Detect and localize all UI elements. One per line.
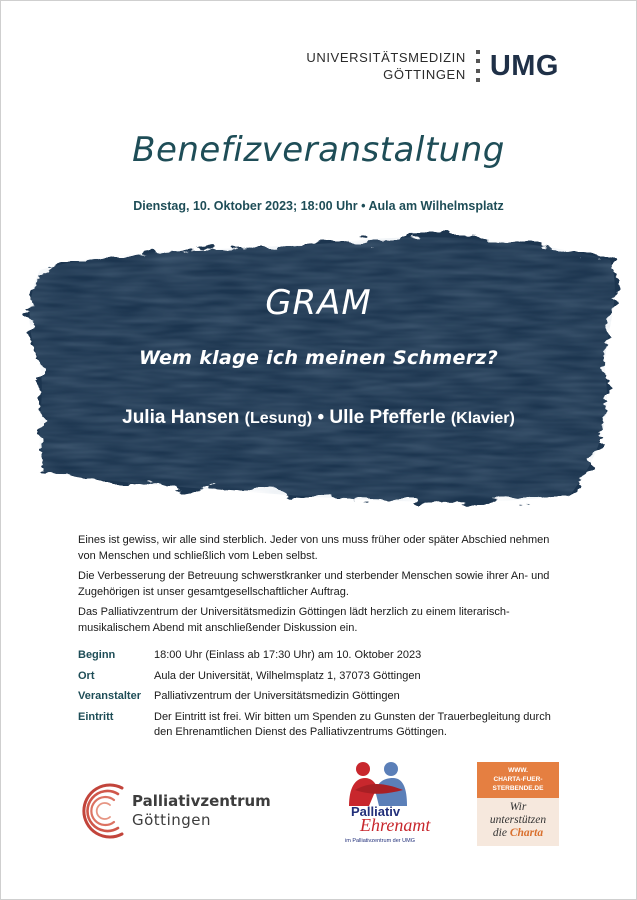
- event-subtitle: Wem klage ich meinen Schmerz?: [138, 347, 499, 369]
- detail-row-beginn: [78, 648, 568, 664]
- paragraph-2: Die Verbesserung der Betreuung schwerstkranker und sterbender Menschen sowie ihrer An- und Zugehörigen ist unser gesamtgesellschaftlicher Auftrag.: [78, 570, 550, 598]
- charta-line5: unterstützen: [489, 814, 547, 826]
- paragraph-1: Eines ist gewiss, wir alle sind sterblich. Jeder von uns muss früher oder später Abschied nehmen von Menschen und schließlich vom Leben selbst.: [78, 534, 550, 562]
- umg-divider-icon: [476, 50, 480, 82]
- event-heading: Benefizveranstaltung: [132, 130, 505, 170]
- palliativzentrum-line1: Palliativzentrum: [132, 792, 271, 810]
- charta-line4: Wir: [509, 801, 527, 813]
- detail-row-eintritt: [78, 710, 568, 741]
- detail-value: 18:00 Uhr (Einlass ab 17:30 Uhr) am 10. Oktober 2023: [154, 649, 422, 661]
- charta-slogan: [477, 798, 559, 840]
- detail-label: Veranstalter: [78, 690, 141, 702]
- charta-url-block: [477, 762, 559, 798]
- performer-1: Julia Hansen: [122, 407, 240, 428]
- performers-line: [0, 407, 637, 429]
- palliativzentrum-arcs-icon: [78, 780, 128, 842]
- detail-label: Ort: [78, 669, 95, 682]
- ehrenamt-caption: im Palliativzentrum der UMG: [345, 838, 415, 844]
- palliativzentrum-logo: [78, 780, 271, 842]
- performer-2-role: (Klavier): [450, 410, 515, 427]
- umg-abbreviation: UMG: [489, 49, 559, 82]
- charta-line6: [477, 827, 559, 840]
- umg-line2: GÖTTINGEN: [383, 67, 466, 82]
- detail-label: Beginn: [78, 649, 116, 661]
- charta-line6a: die: [492, 827, 507, 839]
- umg-logo: [306, 49, 559, 83]
- detail-row-ort: [78, 669, 568, 685]
- detail-row-veranstalter: [78, 689, 568, 705]
- umg-line1: UNIVERSITÄTSMEDIZIN: [306, 50, 466, 65]
- people-embrace-icon: [335, 760, 445, 810]
- detail-value: Palliativzentrum der Universitätsmedizin Göttingen: [154, 690, 400, 702]
- body-text: [78, 533, 563, 641]
- palliativzentrum-wordmark: [132, 792, 271, 830]
- umg-wordmark: [306, 49, 465, 83]
- performer-2: Ulle Pfefferle: [329, 407, 446, 428]
- detail-label: Eintritt: [78, 710, 114, 723]
- charta-line2: CHARTA-FUER-: [493, 776, 543, 783]
- palliativzentrum-line2: Göttingen: [132, 811, 211, 829]
- ehrenamt-word-2: Ehrenamt: [360, 815, 431, 835]
- performer-1-role: (Lesung): [244, 410, 313, 427]
- performer-separator: •: [317, 407, 325, 428]
- detail-value: Der Eintritt ist frei. Wir bitten um Spenden zu Gunsten der Trauerbegleitung durch den Ehrenamtlichen Dienst des Palliativzentrums Göttingen.: [154, 710, 551, 738]
- palliativ-ehrenamt-logo: [335, 760, 445, 846]
- charta-line6b: Charta: [509, 827, 544, 839]
- event-date-line: Dienstag, 10. Oktober 2023; 18:00 Uhr • Aula am Wilhelmsplatz: [133, 199, 504, 213]
- detail-value: Aula der Universität, Wilhelmsplatz 1, 37073 Göttingen: [154, 669, 421, 682]
- ehrenamt-word-1: Palliativ: [351, 804, 401, 819]
- charta-line3: STERBENDE.DE: [492, 785, 544, 792]
- charta-line1: WWW.: [508, 767, 528, 774]
- charta-logo: [477, 762, 559, 846]
- event-details: [78, 648, 568, 746]
- paragraph-3: Das Palliativzentrum der Universitätsmedizin Göttingen lädt herzlich zu einem literarisch-musikalischem Abend mit anschließender Diskussion ein.: [78, 606, 510, 634]
- event-title: GRAM: [265, 283, 372, 323]
- brush-stroke-banner: [0, 230, 637, 520]
